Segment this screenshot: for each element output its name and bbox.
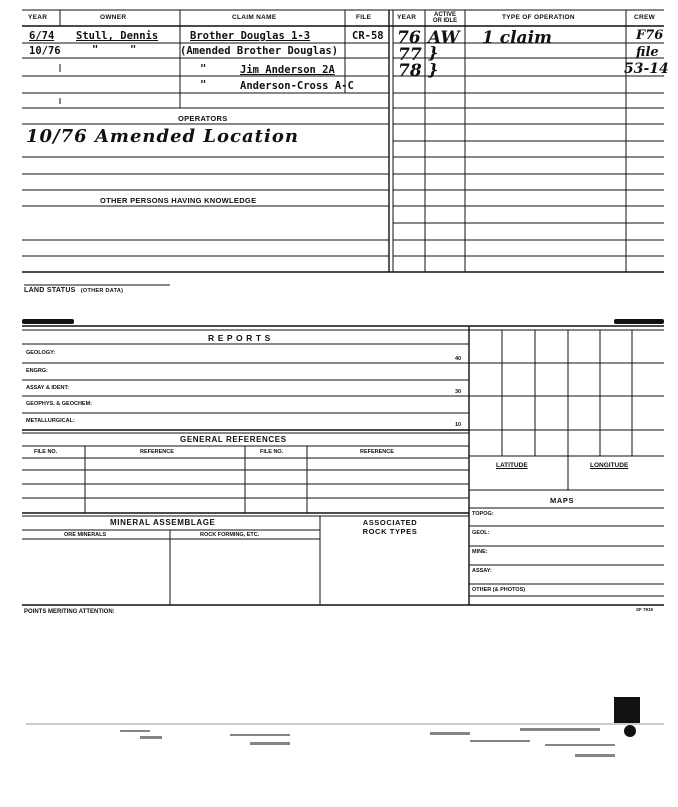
report-assay-num: 30 [455, 389, 462, 395]
header-year-right: YEAR [397, 14, 417, 21]
other-persons-heading: OTHER PERSONS HAVING KNOWLEDGE [100, 196, 257, 205]
reports-heading: R E P O R T S [208, 333, 271, 343]
activity-year-2: 77 [398, 45, 422, 65]
header-type-of-operation: TYPE OF OPERATION [502, 14, 575, 21]
activity-type-1: 1 claim [482, 28, 553, 48]
activity-year-1: 76 [397, 28, 421, 48]
associated-rock-types-line1: ASSOCIATED [362, 518, 418, 527]
report-geophys-label: GEOPHYS. & GEOCHEM: [26, 401, 93, 407]
col-ore-minerals: ORE MINERALS [64, 532, 107, 538]
crew-3: 53-14 [624, 61, 669, 77]
operators-handwritten-note: 10/76 Amended Location [26, 126, 299, 147]
header-year: YEAR [28, 14, 48, 21]
gr-col-reference-2: REFERENCE [360, 449, 394, 455]
maps-other: OTHER (& PHOTOS) [472, 587, 526, 593]
col-rock-forming: ROCK FORMING, ETC. [200, 532, 260, 538]
row1-owner: Stull, Dennis [76, 30, 159, 42]
row1-date: 6/74 [29, 30, 55, 42]
header-active-or-idle [428, 12, 462, 24]
row2-owner-ditto1: " [92, 44, 99, 56]
land-status-text: LAND STATUS [24, 287, 76, 294]
land-status-sub: (OTHER DATA) [80, 288, 124, 294]
report-assay-label: ASSAY & IDENT: [26, 385, 70, 391]
row4-claim: Anderson-Cross A-C [240, 80, 354, 92]
report-metallurgical-label: METALLURGICAL: [26, 418, 75, 424]
header-active-line2: OR IDLE [432, 18, 458, 24]
report-engrg-label: ENGRG: [26, 368, 48, 374]
latitude-label: LATITUDE [496, 462, 528, 469]
maps-assay: ASSAY: [472, 568, 492, 574]
form-number: SF 7915 [636, 607, 654, 612]
header-file: FILE [356, 14, 372, 21]
general-references-heading: GENERAL REFERENCES [180, 435, 287, 444]
associated-rock-types [340, 518, 440, 536]
brace-icon-2: } [428, 60, 439, 79]
mineral-assemblage-heading: MINERAL ASSEMBLAGE [110, 518, 216, 527]
land-status-label [24, 277, 123, 296]
header-claim-name: CLAIM NAME [232, 14, 277, 21]
activity-year-3: 78 [398, 61, 422, 81]
crew-1: F76 [636, 28, 664, 43]
gr-col-file-no-2: FILE NO. [260, 449, 284, 455]
row3-claim: Jim Anderson 2A [240, 64, 335, 76]
row2-owner-ditto2: " [130, 44, 137, 56]
points-meriting-attention: POINTS MERITING ATTENTION: [24, 609, 115, 615]
report-geology-label: GEOLOGY: [26, 350, 56, 356]
report-metallurgical-num: 10 [455, 422, 462, 428]
activity-active-1: AW [428, 28, 460, 48]
header-crew: CREW [634, 14, 656, 21]
maps-heading: MAPS [550, 496, 575, 505]
gr-col-reference-1: REFERENCE [140, 449, 174, 455]
row1-file: CR-58 [352, 30, 384, 42]
row2-claim: (Amended Brother Douglas) [180, 45, 339, 57]
brace-icon: } [428, 43, 439, 62]
row1-claim: Brother Douglas 1-3 [190, 30, 311, 42]
maps-geol: GEOL: [472, 530, 490, 536]
header-owner: OWNER [100, 14, 127, 21]
maps-topog: TOPOG: [472, 511, 494, 517]
header-active-line1: ACTIVE [433, 12, 456, 18]
row3-claim-ditto: " [200, 63, 207, 75]
report-geology-num: 40 [455, 356, 462, 362]
longitude-label: LONGITUDE [590, 462, 629, 469]
maps-mine: MINE: [472, 549, 488, 555]
crew-2: file [636, 45, 659, 60]
associated-rock-types-line2: ROCK TYPES [362, 527, 418, 536]
gr-col-file-no-1: FILE NO. [34, 449, 58, 455]
row4-claim-ditto: " [200, 79, 207, 91]
row2-date: 10/76 [29, 45, 61, 57]
operators-heading: OPERATORS [178, 114, 228, 123]
